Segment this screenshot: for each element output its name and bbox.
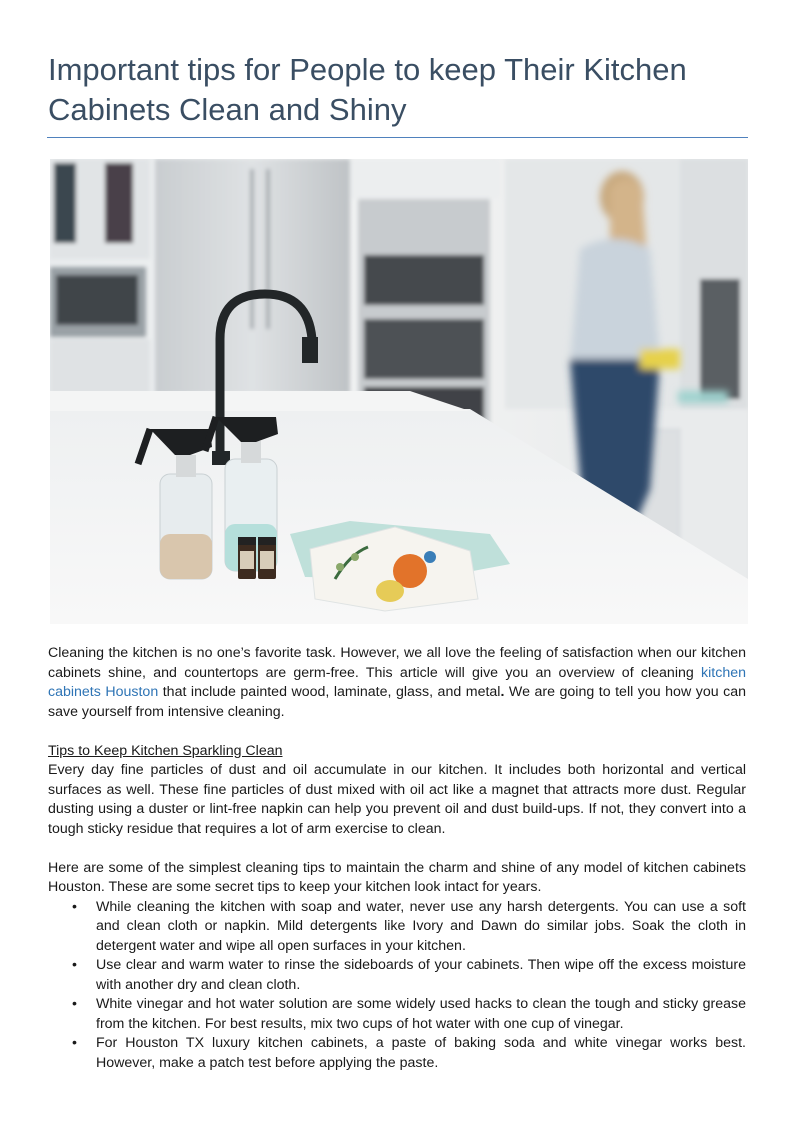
bullet-icon: • [72,957,77,973]
article-body [48,644,746,1073]
dust-paragraph: Every day fine particles of dust and oil accumulate in our kitchen. It includes both horizontal and vertical surfaces as well. These fine particles of dust mixed with oil act like a magnet that attracts more dust. Regular dusting using a duster or lint-free napkin can help you prevent oil and dust build-ups. If not, they convert into a tough sticky residue that requires a lot of arm exercise to clean. [48,762,746,837]
tip-text: White vinegar and hot water solution are some widely used hacks to clean the tough and sticky grease from the kitchen. For best results, mix two cups of hot water with one cup of vinegar. [96,996,746,1032]
bullet-icon: • [72,1035,77,1051]
tips-intro-paragraph: Here are some of the simplest cleaning tips to maintain the charm and shine of any model of kitchen cabinets Houston. These are some secret tips to keep your kitchen look intact for years. [48,859,746,895]
tip-text: For Houston TX luxury kitchen cabinets, a paste of baking soda and white vinegar works best. However, make a patch test before applying the paste. [96,1035,746,1071]
intro-bold-period: . [500,684,505,700]
intro-paragraph [48,644,746,722]
intro-text-end: We are going to tell you how you can save yourself from intensive cleaning. [48,684,746,720]
list-item [48,995,746,1034]
kitchen-cabinets-houston-link[interactable]: kitchen cabinets Houston [48,664,746,700]
section-heading: Tips to Keep Kitchen Sparkling Clean [48,742,283,759]
intro-text-start: Cleaning the kitchen is no one’s favorite task. However, we all love the feeling of satisfaction when our kitchen cabinets shine, and countertops are germ-free. This article will give you an overview of cleaning [48,645,746,681]
tip-text: While cleaning the kitchen with soap and water, never use any harsh detergents. You can use a soft and clean cloth or napkin. Mild detergents like Ivory and Dawn do similar jobs. Soak the cloth in detergent water and wipe all open surfaces in your kitchen. [96,898,746,954]
list-item [48,956,746,995]
bullet-icon: • [72,898,77,915]
list-item [48,1034,746,1073]
page-title: Important tips for People to keep Their Kitchen Cabinets Clean and Shiny [48,52,687,127]
bullet-icon: • [72,996,77,1012]
intro-text-middle: that include painted wood, laminate, glass, and metal [158,684,501,700]
tips-list [48,898,746,1074]
kitchen-photo [50,159,748,624]
title-underline-divider [47,137,748,138]
tip-text: Use clear and warm water to rinse the sideboards of your cabinets. Then wipe off the excess moisture with another dry and clean cloth. [96,957,746,993]
list-item [48,898,746,957]
